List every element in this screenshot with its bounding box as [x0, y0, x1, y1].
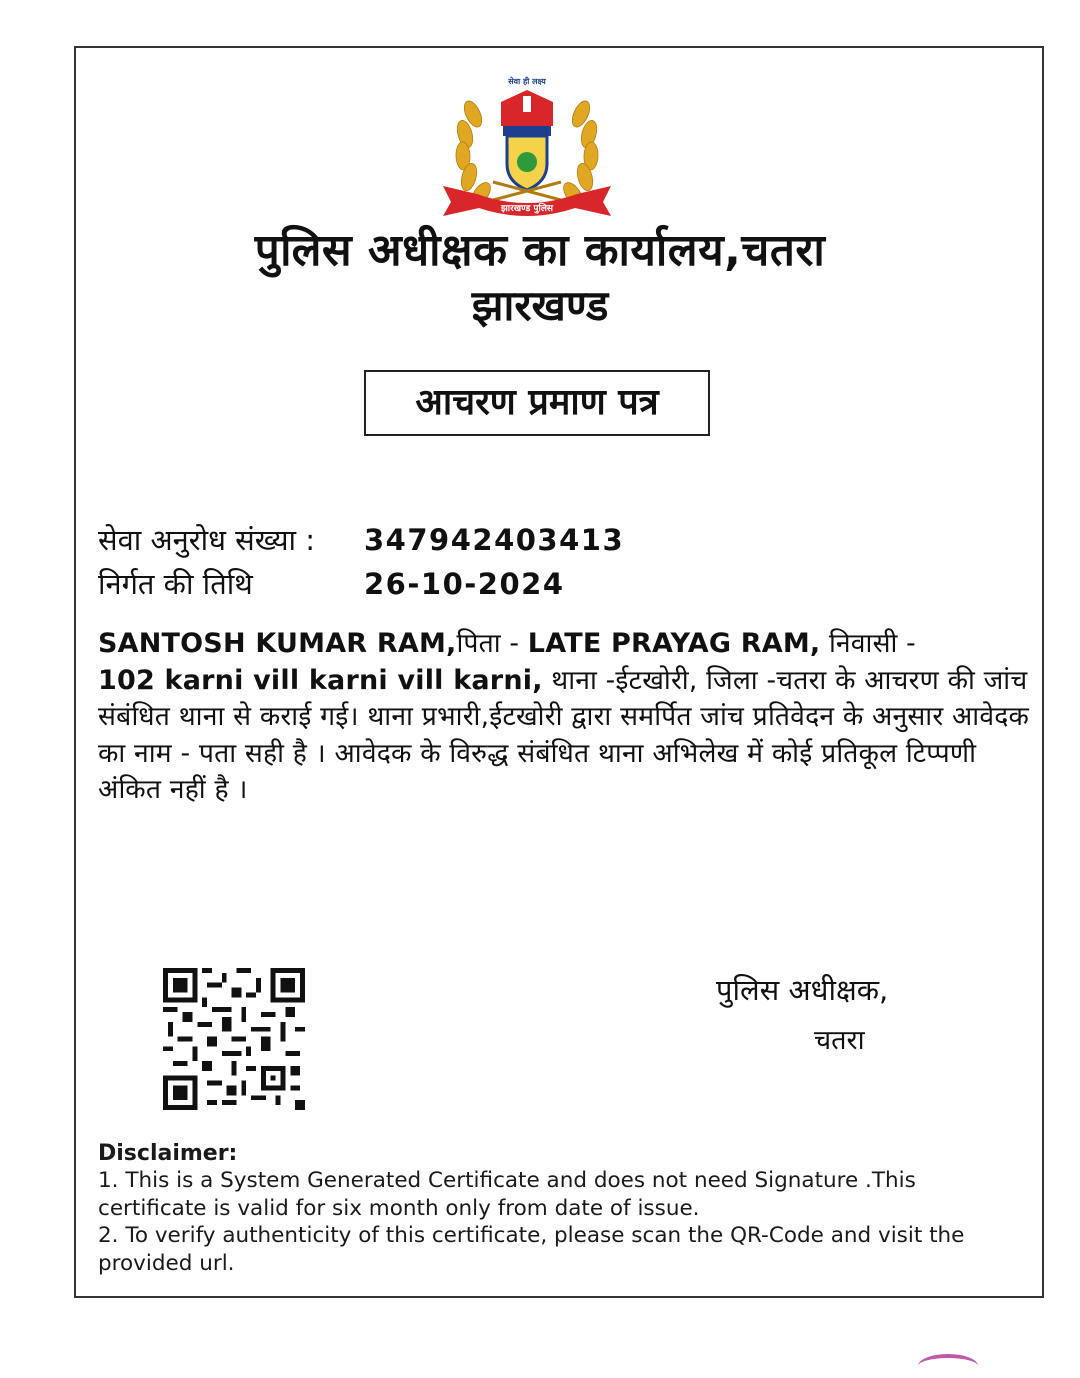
body-statement: थाना -ईटखोरी, जिला -चतरा के आचरण की जांच संबंधित थाना से कराई गई। थाना प्रभारी,ईटखोरी द्वारा समर्पित जांच प्रतिवेदन के अनुसार आवेदक का नाम - पता सही है । आवेदक के विरुद्ध संबंधित थाना अभिलेख में कोई प्रतिकूल टिप्पणी अंकित नहीं है । [98, 664, 1030, 805]
request-number-label: सेवा अनुरोध संख्या : [98, 523, 316, 557]
signatory-place: चतरा [814, 1025, 865, 1056]
disclaimer-line-2: 2. To verify authenticity of this certificate, please scan the QR-Code and visit the provided url. [98, 1223, 965, 1276]
resident-label: निवासी - [820, 628, 916, 659]
father-label: पिता - [456, 628, 528, 659]
jharkhand-police-emblem [437, 74, 617, 226]
request-number-value: 347942403413 [364, 523, 625, 557]
signatory-designation: पुलिस अधीक्षक, [716, 973, 889, 1007]
request-number-row [98, 520, 624, 559]
qr-code[interactable] [163, 968, 305, 1110]
certificate-title: आचरण प्रमाण पत्र [364, 370, 710, 436]
father-name: LATE PRAYAG RAM, [527, 628, 821, 659]
office-title: पुलिस अधीक्षक का कार्यालय,चतरा [254, 225, 826, 276]
state-title: झारखण्ड [471, 281, 609, 330]
disclaimer-heading: Disclaimer: [98, 1141, 238, 1166]
applicant-name: SANTOSH KUMAR RAM, [98, 628, 457, 659]
certificate-body [98, 626, 1038, 809]
issue-date-value: 26-10-2024 [364, 567, 565, 601]
corner-accent [918, 1354, 978, 1378]
issue-date-row [98, 564, 565, 603]
applicant-address: 102 karni vill karni vill karni, [98, 664, 543, 696]
emblem-motto: सेवा ही लक्ष्य [508, 77, 546, 86]
disclaimer [98, 1140, 998, 1277]
emblem-ribbon-text: झारखण्ड पुलिस [500, 204, 554, 214]
issue-date-label: निर्गत की तिथि [98, 567, 253, 601]
disclaimer-line-1: 1. This is a System Generated Certificate and does not need Signature .This certificate is valid for six month only from date of issue. [98, 1168, 916, 1221]
